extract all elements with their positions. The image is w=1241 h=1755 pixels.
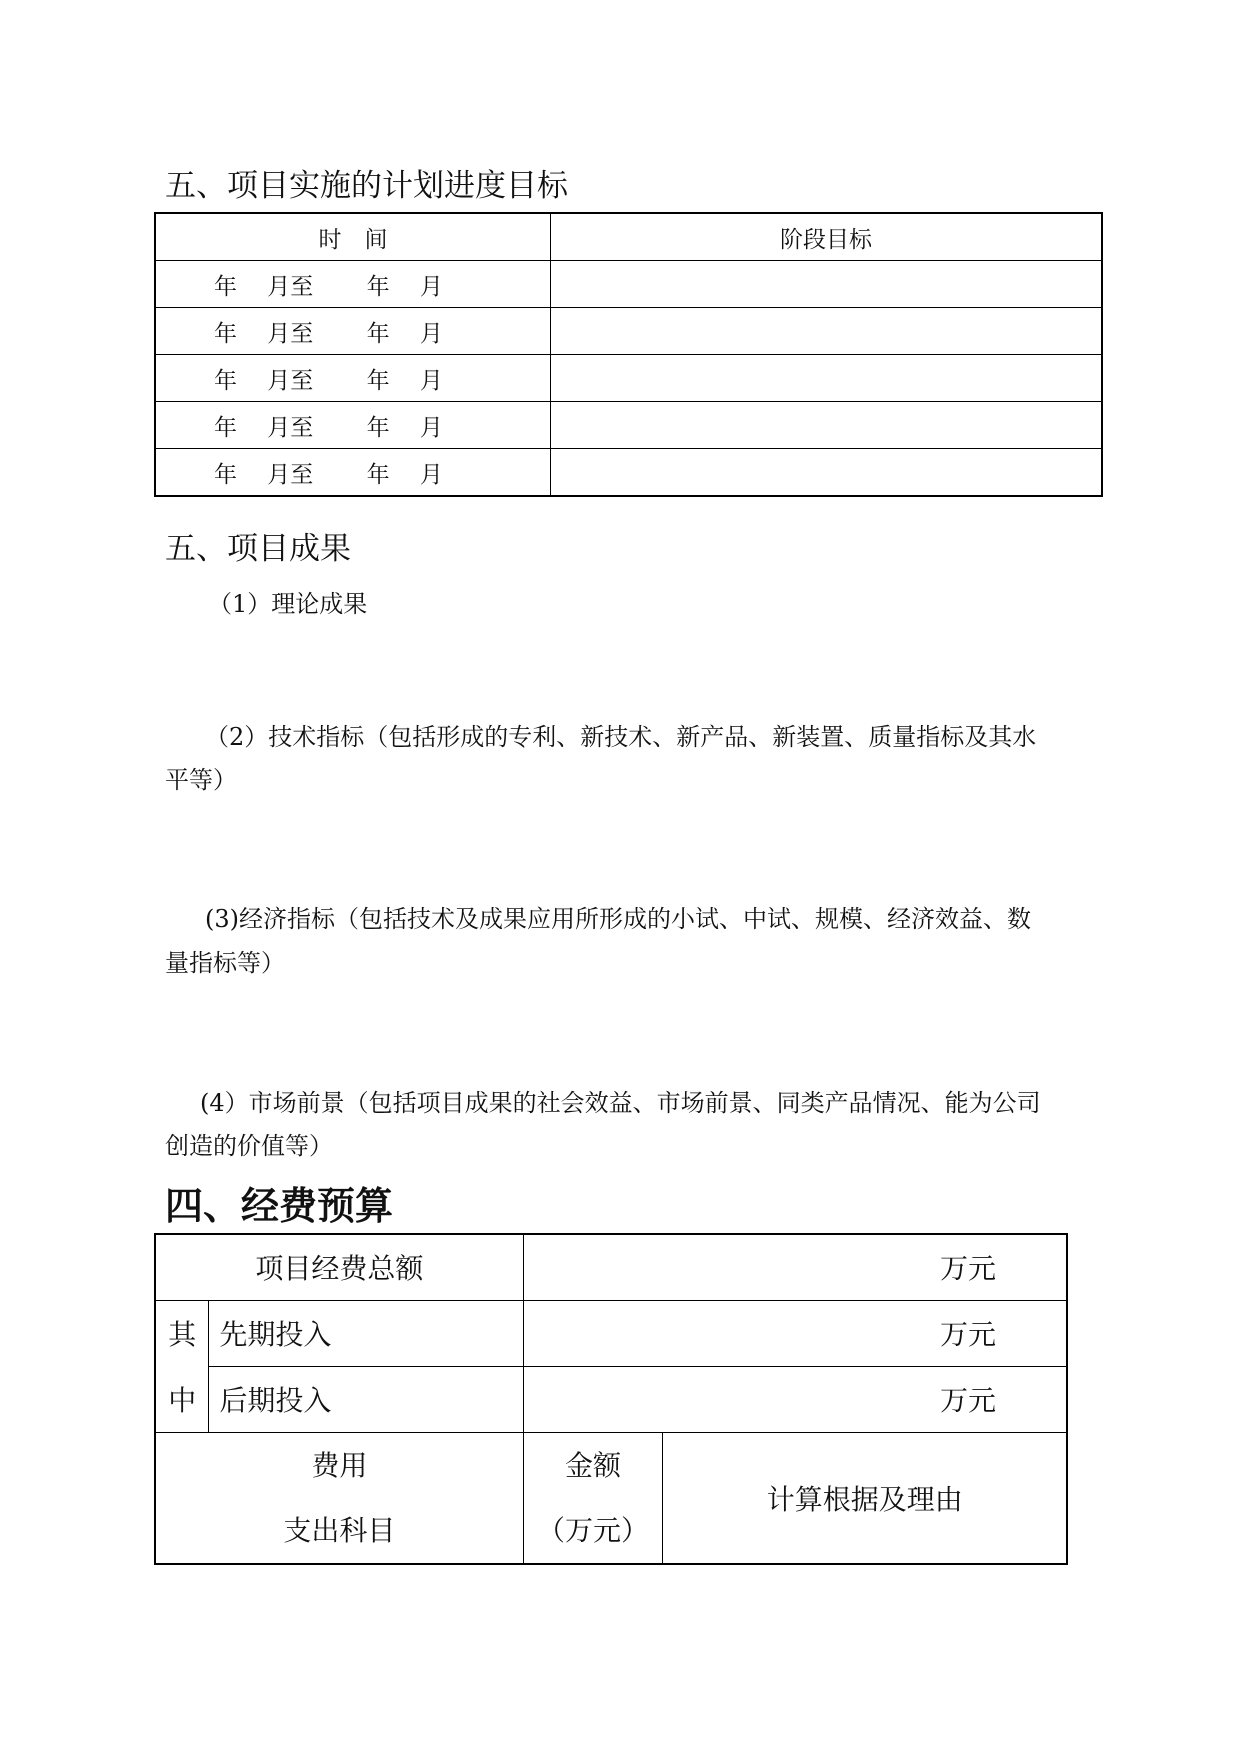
- expense-header-line1: 费用: [311, 1448, 368, 1482]
- budget-table: [154, 1233, 1068, 1565]
- early-investment-value[interactable]: [523, 1300, 1067, 1366]
- result-item-theory: （1）理论成果: [208, 590, 368, 618]
- table-row: [155, 1300, 1067, 1366]
- amount-header: [523, 1432, 663, 1564]
- goal-column-header: 阶段目标: [551, 213, 1103, 261]
- among-label-top: 其: [155, 1300, 209, 1366]
- time-cell: 年 月至 年 月: [155, 449, 551, 497]
- results-section-title: 五、项目成果: [165, 531, 351, 567]
- plan-schedule-table: [154, 212, 1103, 497]
- table-row: [155, 1366, 1067, 1432]
- time-cell: 年 月至 年 月: [155, 355, 551, 402]
- expense-item-header: [155, 1432, 523, 1564]
- result-item-market-line1: (4）市场前景（包括项目成果的社会效益、市场前景、同类产品情况、能为公司: [200, 1089, 1041, 1117]
- time-cell: 年 月至 年 月: [155, 402, 551, 449]
- basis-header: 计算根据及理由: [663, 1432, 1067, 1564]
- expense-header-line2: 支出科目: [283, 1513, 396, 1547]
- time-cell: 年 月至 年 月: [155, 308, 551, 355]
- table-row: [155, 402, 1102, 449]
- result-item-market-line2: 创造的价值等）: [165, 1132, 333, 1160]
- amount-header-line2: （万元）: [537, 1513, 650, 1547]
- early-investment-label: 先期投入: [209, 1300, 523, 1366]
- result-item-tech-line2: 平等）: [165, 766, 237, 794]
- goal-cell[interactable]: [551, 355, 1103, 402]
- result-item-economic-line2: 量指标等）: [165, 949, 285, 977]
- among-label-bottom: 中: [155, 1366, 209, 1432]
- budget-section-title: 四、经费预算: [165, 1183, 394, 1228]
- table-row: [155, 308, 1102, 355]
- table-header-row: [155, 1432, 1067, 1564]
- time-cell: 年 月至 年 月: [155, 261, 551, 308]
- unit-label: 万元: [939, 1252, 996, 1286]
- goal-cell[interactable]: [551, 308, 1103, 355]
- late-investment-label: 后期投入: [209, 1366, 523, 1432]
- total-budget-value[interactable]: [523, 1234, 1067, 1300]
- result-item-economic-line1: (3)经济指标（包括技术及成果应用所形成的小试、中试、规模、经济效益、数: [205, 905, 1031, 933]
- unit-label: 万元: [939, 1318, 996, 1351]
- unit-label: 万元: [939, 1384, 996, 1417]
- table-row: [155, 449, 1102, 497]
- goal-cell[interactable]: [551, 449, 1103, 497]
- goal-cell[interactable]: [551, 402, 1103, 449]
- goal-cell[interactable]: [551, 261, 1103, 308]
- plan-section-title: 五、项目实施的计划进度目标: [165, 168, 568, 204]
- table-row: [155, 355, 1102, 402]
- result-item-tech-line1: （2）技术指标（包括形成的专利、新技术、新产品、新装置、质量指标及其水: [205, 723, 1037, 751]
- table-row: [155, 261, 1102, 308]
- amount-header-line1: 金额: [565, 1448, 622, 1482]
- late-investment-value[interactable]: [523, 1366, 1067, 1432]
- table-row: [155, 1234, 1067, 1300]
- total-budget-label: 项目经费总额: [155, 1234, 523, 1300]
- time-column-header: 时 间: [155, 213, 551, 261]
- table-header-row: [155, 213, 1102, 261]
